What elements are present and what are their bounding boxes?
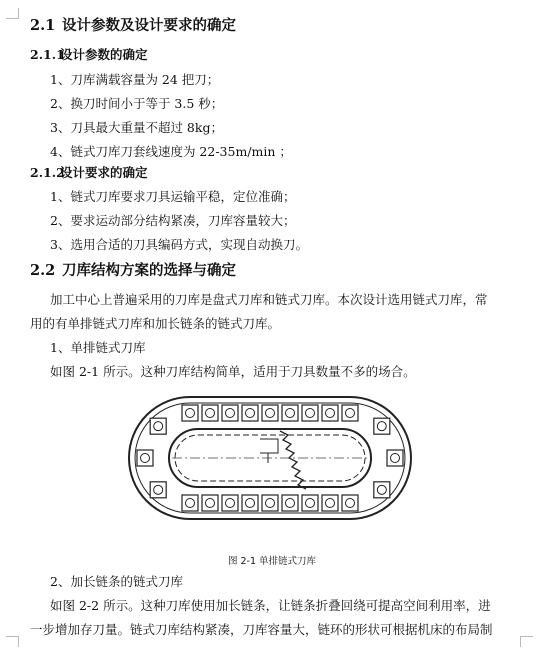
tool-pocket bbox=[302, 495, 318, 511]
heading-number: 2.2 bbox=[30, 262, 56, 279]
req-item-1: 1、链式刀库要求刀具运输平稳，定位准确； bbox=[50, 189, 296, 204]
tool-pocket bbox=[374, 482, 390, 498]
tool-pocket bbox=[242, 405, 258, 421]
tool-pocket bbox=[387, 450, 403, 466]
paragraph-line: 用的有单排链式刀库和加长链条的链式刀库。 bbox=[30, 316, 281, 331]
tool-pocket bbox=[222, 405, 238, 421]
tool-pocket bbox=[374, 418, 390, 434]
tool-pocket bbox=[282, 495, 298, 511]
tool-pocket bbox=[322, 495, 338, 511]
paragraph-line: 一步增加存刀量。链式刀库结构紧凑，刀库容量大，链环的形状可根据机床的布局制 bbox=[30, 622, 493, 637]
heading-title: 设计参数的确定 bbox=[60, 47, 148, 62]
heading-title: 设计要求的确定 bbox=[60, 165, 148, 180]
tool-pocket bbox=[322, 405, 338, 421]
param-item-3: 3、刀具最大重量不超过 8kg； bbox=[50, 120, 223, 135]
tool-pocket bbox=[262, 405, 278, 421]
figure-single-row-chain-magazine bbox=[120, 383, 420, 533]
heading-2-1-2 bbox=[30, 163, 148, 181]
heading-title: 设计参数及设计要求的确定 bbox=[62, 17, 236, 34]
param-item-1: 1、刀库满载容量为 24 把刀； bbox=[50, 72, 220, 87]
tool-pocket bbox=[302, 405, 318, 421]
heading-2-1 bbox=[30, 14, 236, 35]
tool-pocket bbox=[137, 450, 153, 466]
tool-pocket bbox=[182, 495, 198, 511]
req-item-3: 3、选用合适的刀具编码方式，实现自动换刀。 bbox=[50, 237, 308, 252]
tool-pocket bbox=[242, 495, 258, 511]
tool-pocket bbox=[202, 405, 218, 421]
tool-pocket bbox=[282, 405, 298, 421]
paragraph-line: 如图 2-2 所示。这种刀库使用加长链条，让链条折叠回绕可提高空间利用率，进 bbox=[50, 598, 491, 613]
heading-2-1-1 bbox=[30, 45, 148, 63]
param-item-2: 2、换刀时间小于等于 3.5 秒； bbox=[50, 96, 224, 111]
paragraph-line: 如图 2-1 所示。这种刀库结构简单，适用于刀具数量不多的场合。 bbox=[50, 364, 416, 379]
margin-mark-bottom-right bbox=[520, 636, 533, 647]
margin-mark-bottom-left bbox=[6, 636, 19, 647]
tool-pocket bbox=[342, 495, 358, 511]
tool-pocket bbox=[262, 495, 278, 511]
list-item-single-row-magazine: 1、单排链式刀库 bbox=[50, 340, 146, 355]
heading-number: 2.1.1 bbox=[30, 47, 65, 62]
figure-caption: 图 2-1 单排链式刀库 bbox=[227, 556, 317, 567]
paragraph-line: 加工中心上普遍采用的刀库是盘式刀库和链式刀库。本次设计选用链式刀库，常 bbox=[50, 292, 488, 307]
tool-pocket bbox=[150, 418, 166, 434]
tool-pocket bbox=[182, 405, 198, 421]
tensioner-bracket bbox=[260, 439, 278, 463]
margin-mark-top-left bbox=[6, 8, 19, 19]
heading-number: 2.1 bbox=[30, 17, 56, 34]
heading-2-2 bbox=[30, 259, 236, 280]
list-item-extended-chain-magazine: 2、加长链条的链式刀库 bbox=[50, 574, 183, 589]
sprocket-gear bbox=[280, 431, 306, 489]
heading-title: 刀库结构方案的选择与确定 bbox=[62, 262, 236, 279]
tool-pocket bbox=[150, 482, 166, 498]
tool-pocket bbox=[202, 495, 218, 511]
param-item-4: 4、链式刀库刀套线速度为 22-35m/min ； bbox=[50, 144, 292, 159]
tool-pocket bbox=[342, 405, 358, 421]
heading-number: 2.1.2 bbox=[30, 165, 65, 180]
tool-pocket bbox=[222, 495, 238, 511]
req-item-2: 2、要求运动部分结构紧凑，刀库容量较大； bbox=[50, 213, 296, 228]
